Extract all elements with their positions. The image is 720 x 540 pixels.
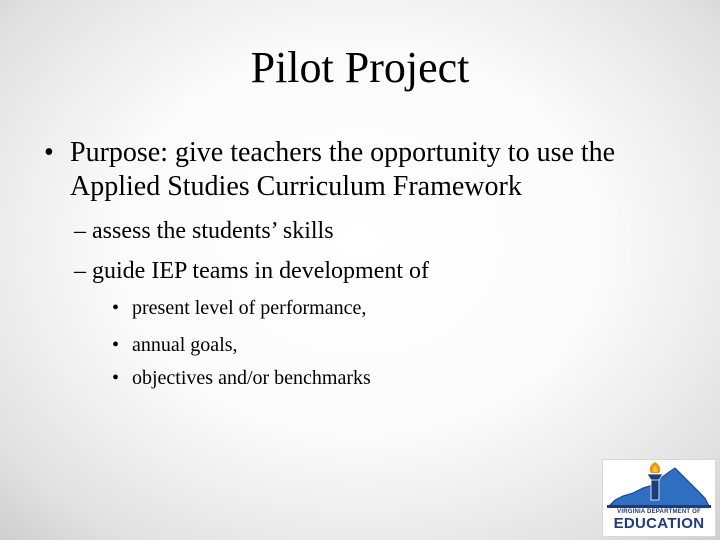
main-bullet xyxy=(44,136,664,204)
sub-bullet-text: assess the students’ skills xyxy=(92,218,334,244)
sub-sub-bullet xyxy=(112,296,366,320)
sub-bullet-text: guide IEP teams in development of xyxy=(92,258,430,284)
slide-title: Pilot Project xyxy=(250,43,470,92)
dash-marker: – xyxy=(74,258,86,284)
sub-sub-bullet xyxy=(112,366,371,390)
sub-bullet xyxy=(74,216,334,246)
sub-sub-bullet-text: annual goals, xyxy=(132,334,238,356)
bullet-marker: • xyxy=(112,334,120,356)
bullet-marker: • xyxy=(112,297,120,319)
sub-sub-bullet xyxy=(112,333,238,357)
bullet-marker: • xyxy=(112,367,120,389)
sub-sub-bullet-text: present level of performance, xyxy=(132,297,367,319)
dash-marker: – xyxy=(74,218,86,244)
main-bullet-text: Purpose: give teachers the opportunity to use the Applied Studies Curriculum Framework xyxy=(70,137,616,202)
bullet-marker: • xyxy=(44,137,54,168)
vdoe-logo xyxy=(602,459,716,537)
logo-line-1: VIRGINIA DEPARTMENT OF xyxy=(617,509,701,515)
logo-line-2: EDUCATION xyxy=(613,515,705,532)
sub-bullet xyxy=(74,256,429,286)
virginia-map-torch-icon xyxy=(603,460,715,510)
sub-sub-bullet-text: objectives and/or benchmarks xyxy=(132,367,371,389)
